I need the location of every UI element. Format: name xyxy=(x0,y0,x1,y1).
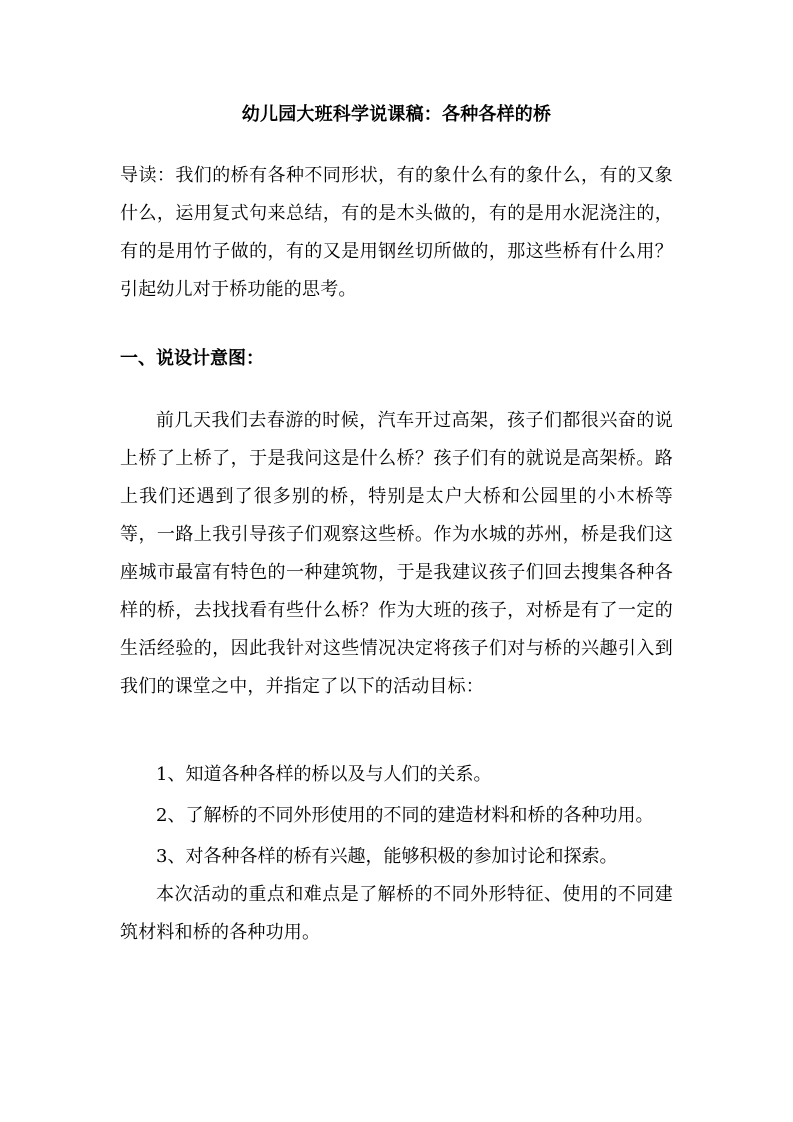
activity-goals-list xyxy=(156,754,673,877)
list-item: 2、了解桥的不同外形使用的不同的建造材料和桥的各种功用。 xyxy=(156,805,654,826)
closing-paragraph: 本次活动的重点和难点是了解桥的不同外形特征、使用的不同建筑材料和桥的各种功用。 xyxy=(120,884,673,943)
document-title: 幼儿园大班科学说课稿：各种各样的桥 xyxy=(241,104,552,125)
section-heading: 一、说设计意图： xyxy=(120,348,264,369)
list-item: 3、对各种各样的桥有兴趣，能够积极的参加讨论和探索。 xyxy=(156,846,618,867)
intro-paragraph: 导读：我们的桥有各种不同形状，有的象什么有的象什么，有的又象什么，运用复式句来总结，有的是木头做的，有的是用水泥浇注的，有的是用竹子做的，有的又是用钢丝切所做的，那这些桥有什么用？引起幼儿对于桥功能的思考。 xyxy=(120,165,673,300)
design-intent-paragraph: 前几天我们去春游的时候，汽车开过高架，孩子们都很兴奋的说上桥了上桥了，于是我问这是什么桥？孩子们有的就说是高架桥。路上我们还遇到了很多别的桥，特别是太户大桥和公园里的小木桥等等，一路上我引导孩子们观察这些桥。作为水城的苏州，桥是我们这座城市最富有特色的一种建筑物，于是我建议孩子们回去搜集各种各样的桥，去找找看有些什么桥？作为大班的孩子，对桥是有了一定的生活经验的，因此我针对这些情况决定将孩子们对与桥的兴趣引入到我们的课堂之中，并指定了以下的活动目标： xyxy=(120,410,673,697)
list-item: 1、知道各种各样的桥以及与人们的关系。 xyxy=(156,764,492,785)
